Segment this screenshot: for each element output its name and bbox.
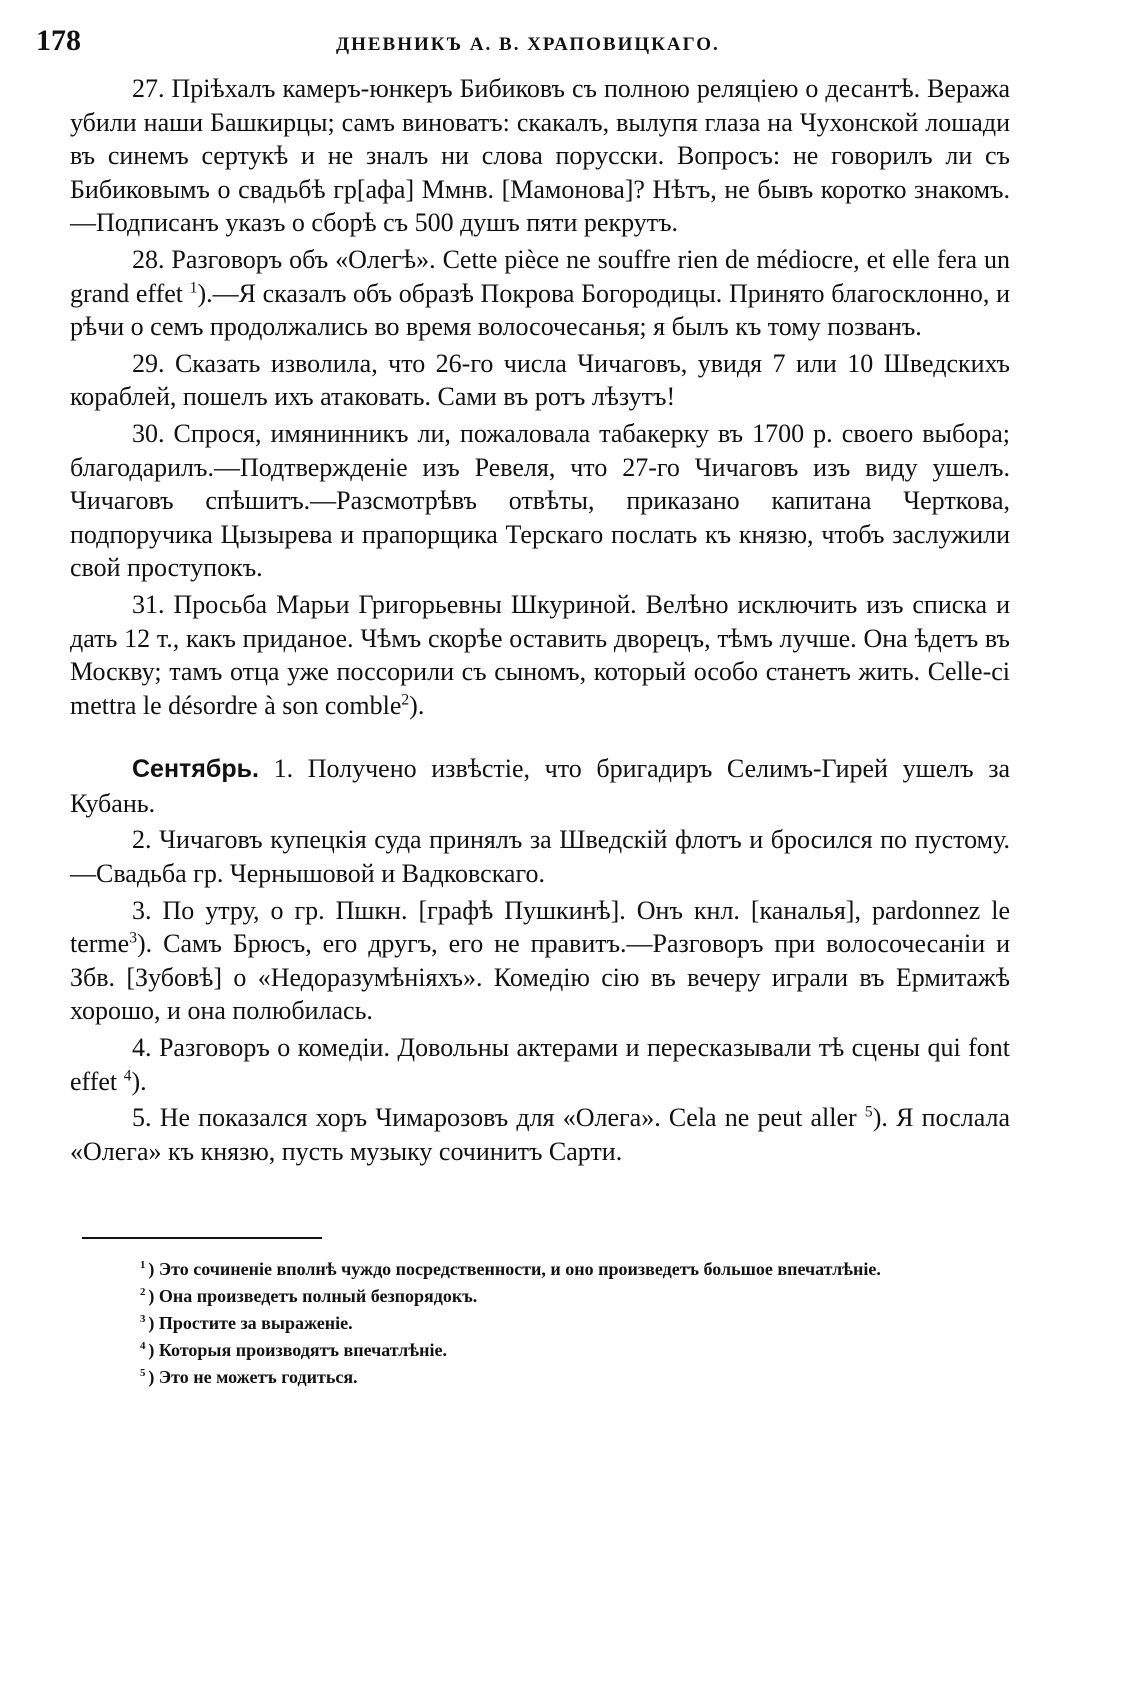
entry-29: 29. Сказать изволила, что 26-го числа Чичаговъ, увидя 7 или 10 Шведскихъ кораблей, пошелъ ихъ атаковать. Сами въ ротъ лѣзутъ! bbox=[70, 348, 1010, 412]
september-entry-5: 5. Не показался хоръ Чимарозовъ для «Олега». Cela ne peut aller $^5$). Я послала «Олега» къ князю, пусть музыку сочинитъ Сарти. bbox=[70, 1103, 1011, 1166]
footnote-ref-3: 3 bbox=[129, 929, 137, 947]
footnote-1: $^1$ ) Это сочиненіе вполнѣ чуждо посредственности, и оно произведетъ большое впечатлѣніе. bbox=[140, 1259, 881, 1279]
entry-28: 28. Разговоръ объ «Олегѣ». Cette pièce ne souffre rien de médiocre, et elle fera un grand effet $^1$).—Я сказалъ объ образѣ Покрова Богородицы. Принято благосклонно, и рѣчи о семъ продолжались во время волосочесанья; я былъ къ тому позванъ. bbox=[70, 244, 1011, 342]
september-entry-1: Сентябрь. 1. Получено извѣстіе, что бригадиръ Селимъ-Гирей ушелъ за Кубань. bbox=[70, 754, 1011, 818]
footnote-ref-5: 5 bbox=[864, 1103, 873, 1121]
page-header bbox=[36, 20, 1011, 70]
footnote-ref-4: 4 bbox=[123, 1066, 132, 1084]
entry-31: 31. Просьба Марьи Григорьевны Шкуриной. Велѣно исключить изъ списка и дать 12 т., какъ приданое. Чѣмъ скорѣе оставить дворецъ, тѣмъ лучше. Она ѣдетъ въ Москву; тамъ отца уже поссорили съ сыномъ, который особо станетъ жить. Celle-ci mettra le désordre à son comble$^2$). bbox=[70, 589, 1010, 720]
footnote-ref-2: 2 bbox=[401, 691, 410, 709]
page-number: 178 bbox=[36, 24, 81, 57]
september-entry-2: 2. Чичаговъ купецкія суда принялъ за Шведскій флотъ и бросился по пустому.—Свадьба гр. Чернышовой и Вадковскаго. bbox=[70, 825, 1010, 889]
footnote-5: $^5$ ) Это не можетъ годиться. bbox=[140, 1367, 358, 1387]
footnote-4: $^4$ ) Которыя производятъ впечатлѣніе. bbox=[140, 1340, 447, 1360]
september-entry-3: 3. По утру, о гр. Пшкн. [графѣ Пушкинѣ]. Онъ кнл. [каналья], pardonnez le terme$^3$). Самъ Брюсъ, его другъ, его не правитъ.—Разговоръ при волосочесаніи и Збв. [Зубовѣ] о «Недоразумѣніяхъ». Комедію сію въ вечеру играли въ Ермитажѣ хорошо, и она полюбилась. bbox=[70, 895, 1010, 1026]
month-heading: Сентябрь. bbox=[132, 755, 259, 784]
footnote-ref-1: 1 bbox=[189, 278, 198, 296]
running-title: ДНЕВНИКЪ А. В. ХРАПОВИЦКАГО. bbox=[336, 34, 720, 55]
entry-30: 30. Спрося, имянинникъ ли, пожаловала табакерку въ 1700 р. своего выбора; благодарилъ.—Подтвержденіе изъ Ревеля, что 27-го Чичаговъ изъ виду ушелъ. Чичаговъ спѣшитъ.—Разсмотрѣвъ отвѣты, приказано капитана Черткова, подпоручика Цызырева и прапорщика Терскаго послать къ князю, чтобъ заслужили свой проступокъ. bbox=[70, 418, 1010, 583]
september-entry-4: 4. Разговоръ о комедіи. Довольны актерами и пересказывали тѣ сцены qui font effet $^4$). bbox=[70, 1033, 1010, 1096]
footnote-divider bbox=[82, 1237, 322, 1239]
footnotes bbox=[80, 1256, 1010, 1391]
entry-27: 27. Пріѣхалъ камеръ-юнкеръ Бибиковъ съ полною реляціею о десантѣ. Веража убили наши Башкирцы; самъ виноватъ: скакалъ, вылупя глаза на Чухонской лошади въ синемъ сертукѣ и не зналъ ни слова порусски. Вопросъ: не говорилъ ли съ Бибиковымъ о свадьбѣ гр[афа] Ммнв. [Мамонова]? Нѣтъ, не бывъ коротко знакомъ.—Подписанъ указъ о сборѣ съ 500 душъ пяти рекрутъ. bbox=[70, 74, 1010, 238]
diary-text bbox=[70, 72, 1010, 1171]
footnote-2: $^2$ ) Она произведетъ полный безпорядокъ. bbox=[140, 1286, 478, 1306]
footnote-3: $^3$ ) Простите за выраженіе. bbox=[140, 1313, 353, 1333]
